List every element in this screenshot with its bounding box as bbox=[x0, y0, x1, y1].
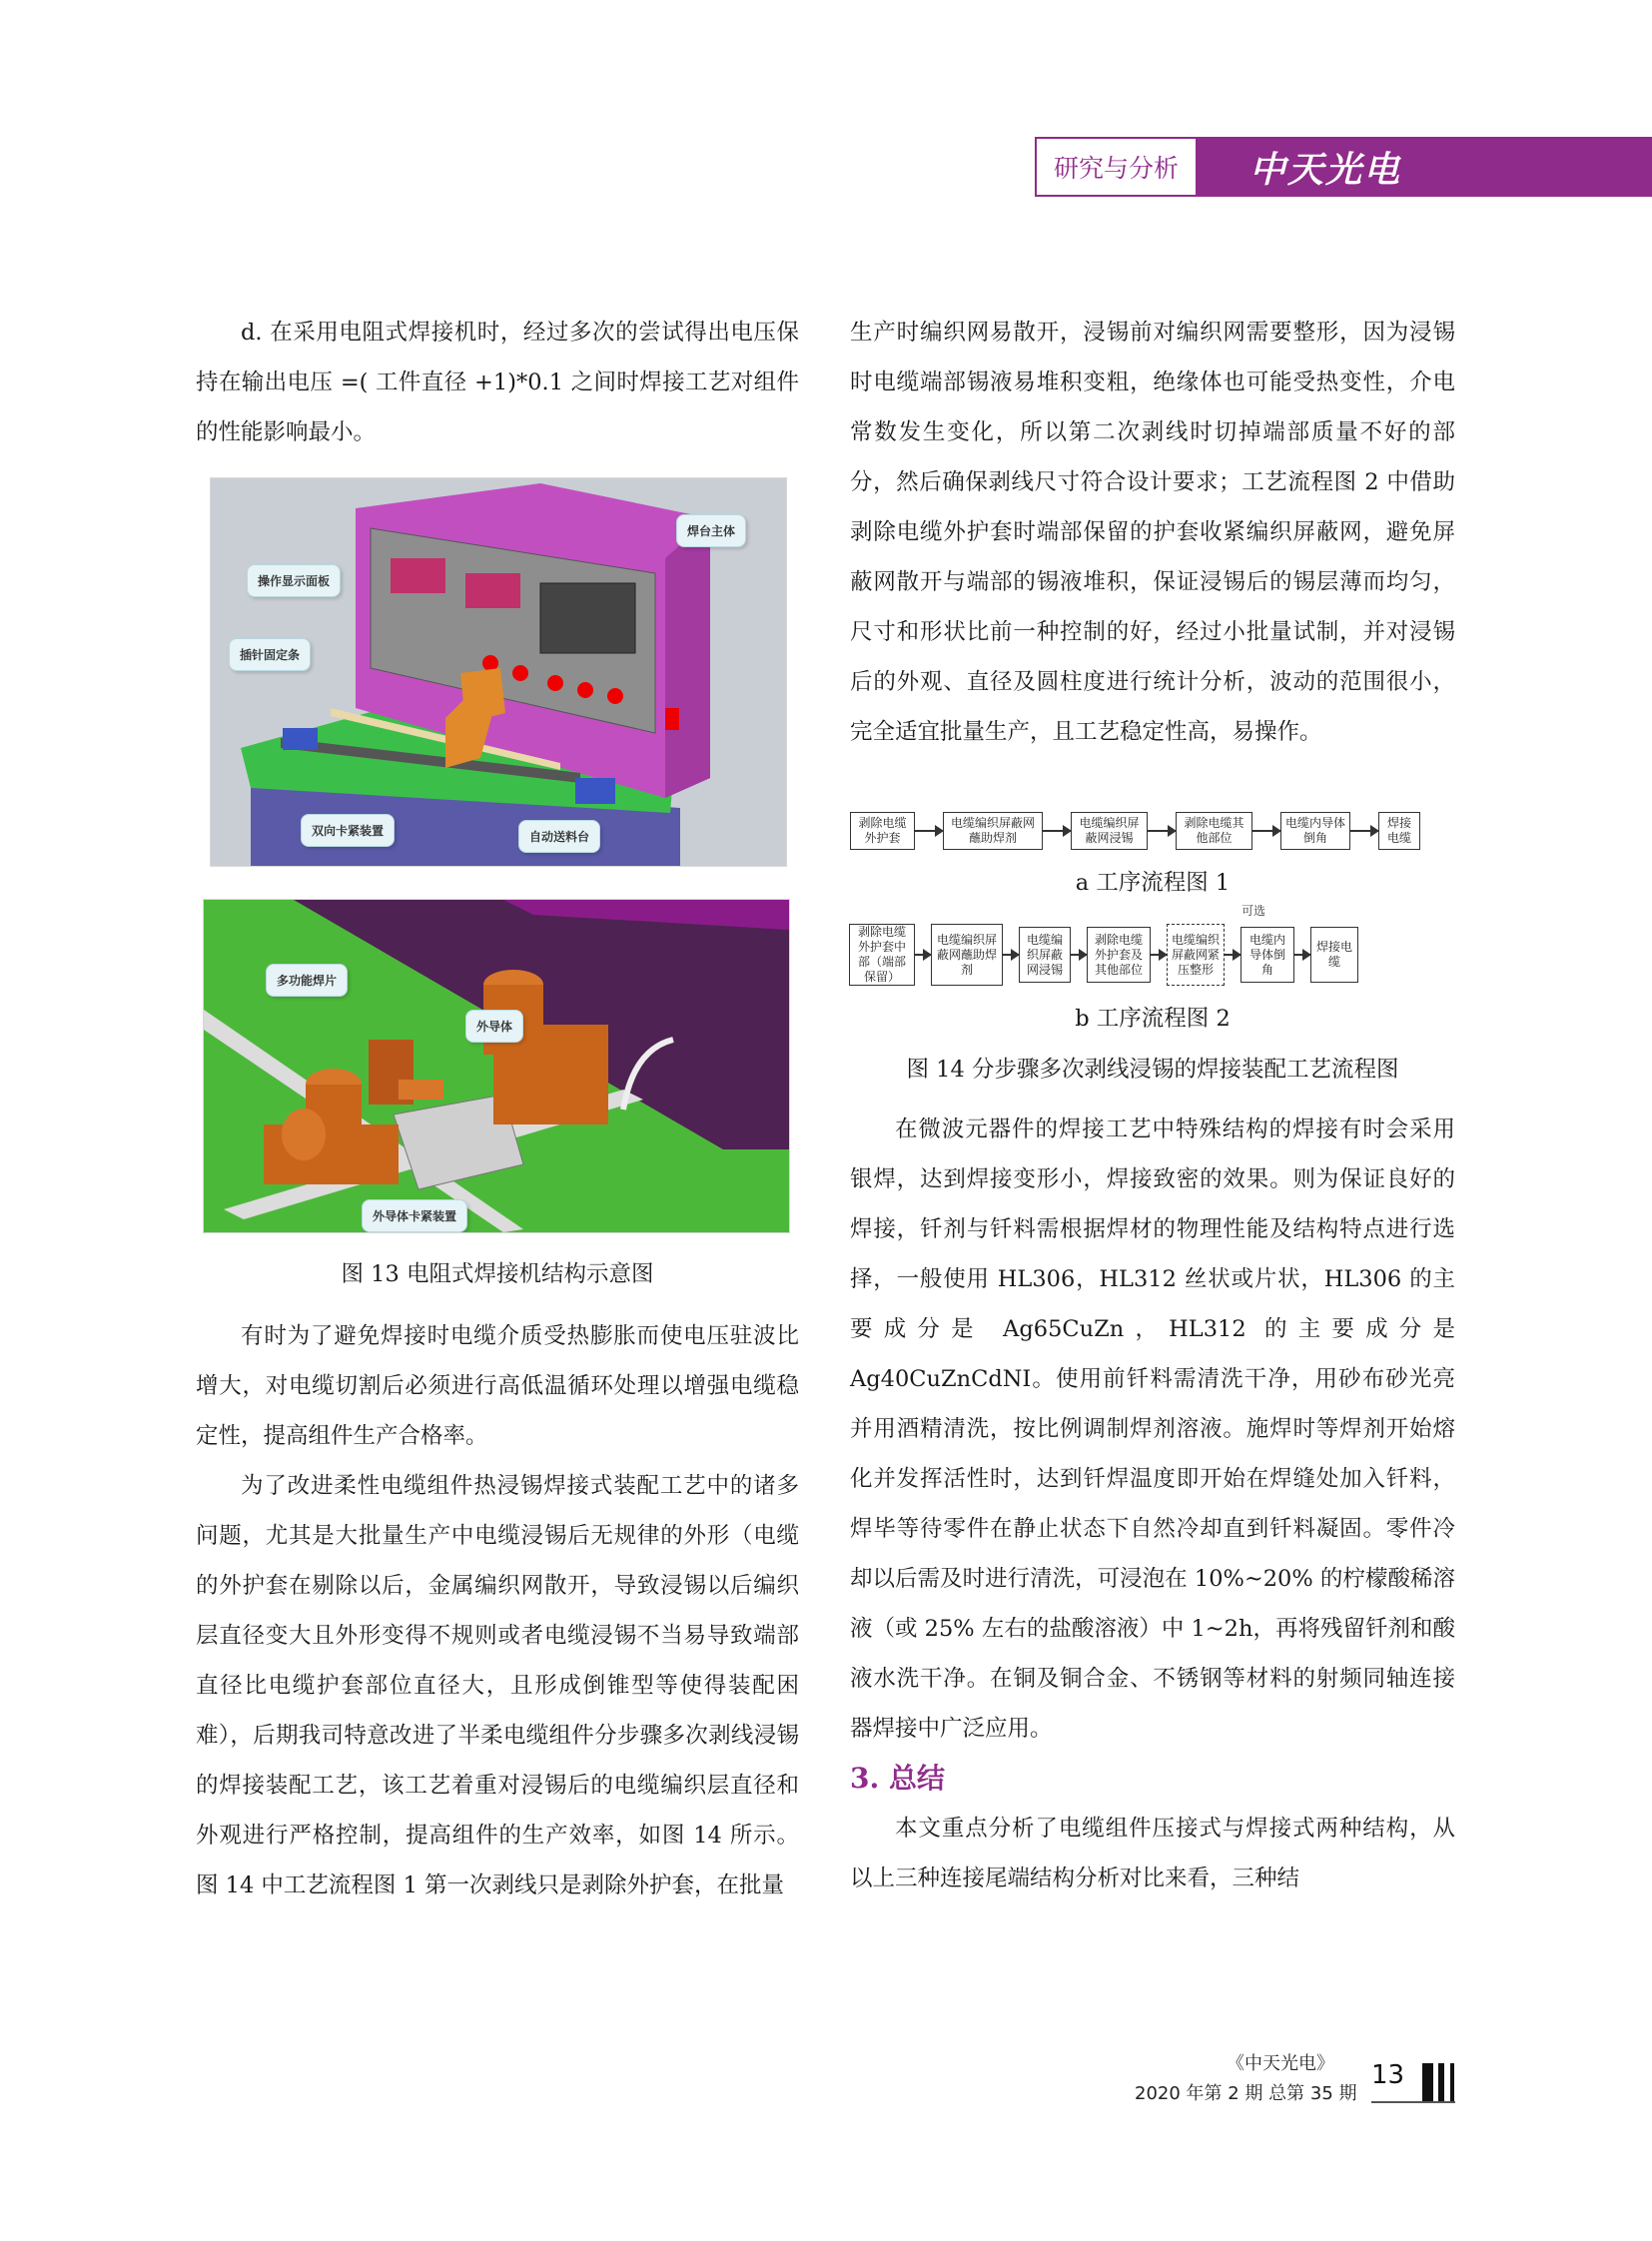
figure13-detail-image bbox=[203, 899, 790, 1233]
page-bar-decoration bbox=[1438, 2063, 1444, 2101]
arrow-icon bbox=[1003, 954, 1019, 956]
page-bar-decoration bbox=[1422, 2063, 1433, 2101]
paragraph-silver-brazing: 在微波元器件的焊接工艺中特殊结构的焊接有时会采用银焊，达到焊接变形小，焊接致密的效果。则为保证良好的焊接，钎剂与钎料需根据焊材的物理性能及结构特点进行选择，一般使用 HL306，HL312 丝状或片状，HL306 的主要成分是 Ag65CuZn，HL312 的主要成分是 Ag40CuZnCdNI。使用前钎料需清洗干净，用砂布砂光亮并用酒精清洗，按比例调制焊剂溶液。施焊时等焊剂开始熔化并发挥活性时，达到钎焊温度即开始在焊缝处加入钎料，焊毕等待零件在静止状态下自然冷却直到钎料凝固。零件冷却以后需及时进行清洗，可浸泡在 10%~20% 的柠檬酸稀溶液（或 25% 左右的盐酸溶液）中 1~2h，再将残留钎剂和酸液水洗干净。在铜及铜合金、不锈钢等材料的射频同轴连接器焊接中广泛应用。 bbox=[850, 1117, 1455, 1742]
arrow-icon bbox=[1350, 830, 1378, 832]
journal-brand: 中天光电 bbox=[1198, 137, 1652, 197]
welding-fixture-illustration bbox=[204, 900, 789, 1232]
arrow-icon bbox=[1151, 954, 1167, 956]
callout-display-panel: 操作显示面板 bbox=[247, 564, 341, 597]
page-number: 13 bbox=[1371, 2060, 1405, 2090]
right-column-bottom bbox=[850, 1105, 1455, 1903]
flowchart-2-optional-label: 可选 bbox=[1241, 904, 1266, 918]
arrow-icon bbox=[1225, 954, 1240, 956]
footer-rule bbox=[1371, 2101, 1455, 2103]
footer-journal-name: 《中天光电》 bbox=[1227, 2053, 1334, 2074]
arrow-icon bbox=[1071, 954, 1087, 956]
figure13-machine-image bbox=[210, 477, 787, 867]
callout-multifunction-tab: 多功能焊片 bbox=[266, 964, 348, 997]
arrow-icon bbox=[915, 954, 931, 956]
callout-outer-conductor-clamp: 外导体卡紧装置 bbox=[362, 1199, 467, 1232]
flowchart-2-caption: b 工序流程图 2 bbox=[1075, 1006, 1231, 1032]
paragraph-thermal-cycle: 有时为了避免焊接时电缆介质受热膨胀而使电压驻波比增大，对电缆切割后必须进行高低温循环处理以增强电缆稳定性，提高组件生产合格率。 bbox=[196, 1323, 799, 1449]
flow1-step-4: 剥除电缆其他部位 bbox=[1176, 812, 1252, 850]
flow2-step-1: 剥除电缆外护套中部（端部保留） bbox=[849, 924, 915, 986]
flow2-step-6: 电缆内导体倒角 bbox=[1240, 927, 1294, 983]
flow1-step-6: 焊接电缆 bbox=[1378, 812, 1420, 850]
flow1-step-5: 电缆内导体倒角 bbox=[1280, 812, 1350, 850]
section-heading-summary: 3. 总结 bbox=[850, 1762, 945, 1795]
arrow-icon bbox=[1148, 830, 1176, 832]
footer-issue-info: 2020 年第 2 期 总第 35 期 bbox=[1135, 2083, 1357, 2104]
flow2-step-7: 焊接电缆 bbox=[1310, 927, 1358, 983]
flow2-step-5-optional: 电缆编织屏蔽网紧压整形 bbox=[1167, 924, 1225, 986]
callout-welding-body: 焊台主体 bbox=[676, 514, 746, 547]
arrow-icon bbox=[915, 830, 943, 832]
flowchart-1 bbox=[850, 811, 1455, 851]
flow1-step-1: 剥除电缆外护套 bbox=[850, 812, 915, 850]
paragraph-d: d. 在采用电阻式焊接机时，经过多次的尝试得出电压保持在输出电压 =( 工件直径 +1)*0.1 之间时焊接工艺对组件的性能影响最小。 bbox=[196, 320, 799, 445]
figure13-caption: 图 13 电阻式焊接机结构示意图 bbox=[341, 1261, 654, 1287]
arrow-icon bbox=[1043, 830, 1071, 832]
page-bar-decoration bbox=[1450, 2063, 1454, 2101]
flow2-step-4: 剥除电缆外护套及其他部位 bbox=[1087, 927, 1151, 983]
flow2-step-3: 电缆编织屏蔽网浸锡 bbox=[1019, 927, 1071, 983]
flow2-step-2: 电缆编织屏蔽网蘸助焊剂 bbox=[931, 924, 1003, 986]
left-column-bottom bbox=[196, 1311, 799, 1910]
flow1-step-2: 电缆编织屏蔽网蘸助焊剂 bbox=[943, 812, 1043, 850]
arrow-icon bbox=[1252, 830, 1280, 832]
flowchart-1-caption: a 工序流程图 1 bbox=[1075, 870, 1231, 896]
flow1-step-3: 电缆编织屏蔽网浸锡 bbox=[1071, 812, 1148, 850]
callout-outer-conductor: 外导体 bbox=[465, 1010, 523, 1043]
section-label: 研究与分析 bbox=[1035, 137, 1198, 197]
callout-bidirectional-clamp: 双向卡紧装置 bbox=[301, 814, 395, 847]
figure14-caption: 图 14 分步骤多次剥线浸锡的焊接装配工艺流程图 bbox=[906, 1057, 1399, 1083]
right-column-top bbox=[850, 308, 1455, 757]
paragraph-summary: 本文重点分析了电缆组件压接式与焊接式两种结构，从以上三种连接尾端结构分析对比来看，三种结 bbox=[850, 1816, 1455, 1891]
arrow-icon bbox=[1294, 954, 1310, 956]
paragraph-process-improvement: 为了改进柔性电缆组件热浸锡焊接式装配工艺中的诸多问题，尤其是大批量生产中电缆浸锡后无规律的外形（电缆的外护套在剔除以后，金属编织网散开，导致浸锡以后编织层直径变大且外形变得不规则或者电缆浸锡不当易导致端部直径比电缆护套部位直径大，且形成倒锥型等使得装配困难），后期我司特意改进了半柔电缆组件分步骤多次剥线浸锡的焊接装配工艺，该工艺着重对浸锡后的电缆编织层直径和外观进行严格控制，提高组件的生产效率，如图 14 所示。图 14 中工艺流程图 1 第一次剥线只是剥除外护套，在批量 bbox=[196, 1473, 799, 1898]
callout-auto-feed-table: 自动送料台 bbox=[518, 820, 600, 853]
paragraph-continued: 生产时编织网易散开，浸锡前对编织网需要整形，因为浸锡时电缆端部锡液易堆积变粗，绝缘体也可能受热变性，介电常数发生变化，所以第二次剥线时切掉端部质量不好的部分，然后确保剥线尺寸符合设计要求；工艺流程图 2 中借助剥除电缆外护套时端部保留的护套收紧编织屏蔽网，避免屏蔽网散开与端部的锡液堆积，保证浸锡后的锡层薄而均匀，尺寸和形状比前一种控制的好，经过小批量试制，并对浸锡后的外观、直径及圆柱度进行统计分析，波动的范围很小，完全适宜批量生产，且工艺稳定性高，易操作。 bbox=[850, 320, 1455, 745]
flowchart-2 bbox=[849, 924, 1456, 986]
left-column-top bbox=[196, 308, 799, 457]
callout-pin-fixing-bar: 插针固定条 bbox=[229, 638, 311, 671]
